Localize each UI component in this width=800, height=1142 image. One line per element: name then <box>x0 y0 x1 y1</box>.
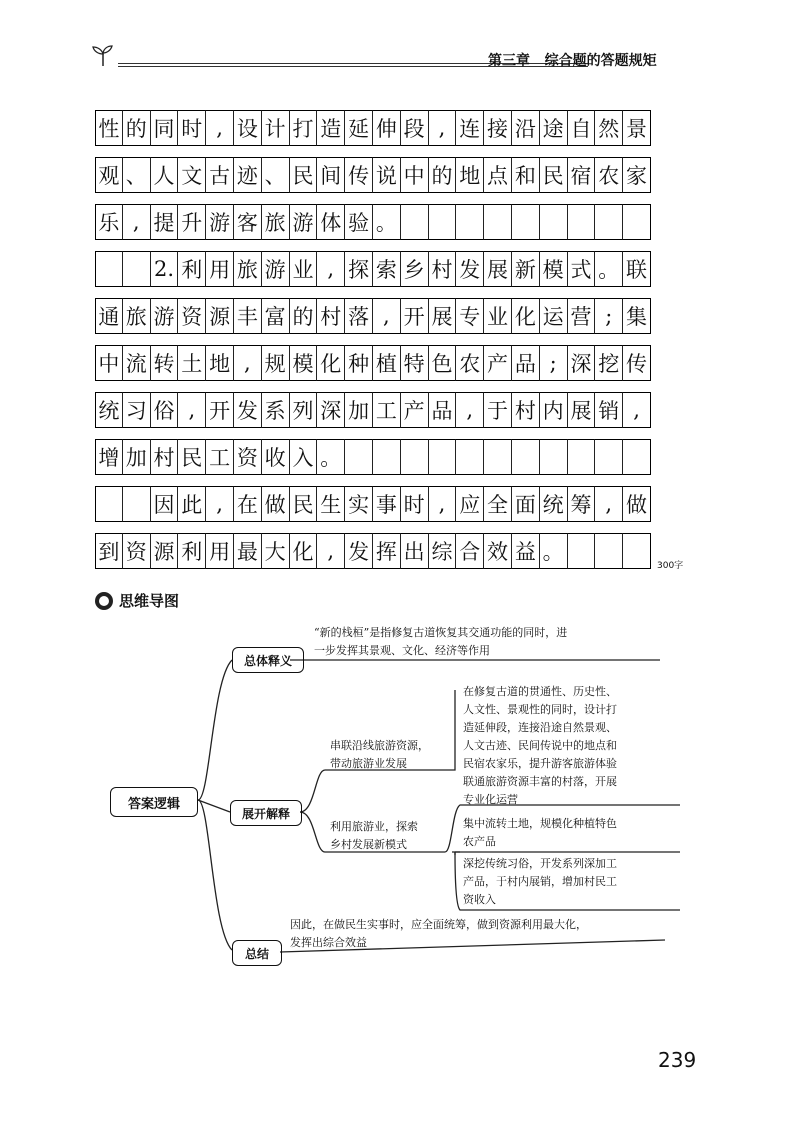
grid-cell: 用 <box>206 251 234 287</box>
grid-cell: 到 <box>95 533 123 569</box>
grid-cell: 自 <box>568 110 596 146</box>
grid-cell: 文 <box>178 157 206 193</box>
grid-cell: 展 <box>429 298 457 334</box>
grid-cell: , <box>206 110 234 146</box>
grid-cell: 品 <box>512 345 540 381</box>
grid-cell: 挥 <box>373 533 401 569</box>
grid-cell: 途 <box>540 110 568 146</box>
grid-cell: 应 <box>456 486 484 522</box>
grid-cell: 接 <box>484 110 512 146</box>
grid-cell: , <box>595 486 623 522</box>
grid-cell: 时 <box>401 486 429 522</box>
grid-cell: 性 <box>95 110 123 146</box>
grid-cell: 发 <box>345 533 373 569</box>
grid-cell: 旅 <box>123 298 151 334</box>
grid-cell: , <box>373 298 401 334</box>
grid-cell: 游 <box>151 298 179 334</box>
grid-cell: 统 <box>95 392 123 428</box>
grid-cell: 规 <box>262 345 290 381</box>
grid-cell: 丰 <box>234 298 262 334</box>
grid-cell: 然 <box>595 110 623 146</box>
grid-cell: 村 <box>317 298 345 334</box>
grid-cell: 。 <box>540 533 568 569</box>
grid-cell: 实 <box>345 486 373 522</box>
grid-cell: 面 <box>512 486 540 522</box>
grid-cell: 观 <box>95 157 123 193</box>
grid-cell: 段 <box>401 110 429 146</box>
grid-cell: 民 <box>540 157 568 193</box>
grid-cell: 展 <box>484 251 512 287</box>
grid-cell: 人 <box>151 157 179 193</box>
grid-cell: 游 <box>206 204 234 240</box>
grid-cell: 富 <box>262 298 290 334</box>
page-number: 239 <box>658 1048 697 1072</box>
grid-cell: 资 <box>178 298 206 334</box>
grid-cell: 延 <box>345 110 373 146</box>
grid-cell: 入 <box>290 439 318 475</box>
sub1-label: 串联沿线旅游资源， 带动旅游业发展 <box>330 739 429 770</box>
grid-cell: 最 <box>234 533 262 569</box>
grid-cell: , <box>317 533 345 569</box>
grid-cell: 生 <box>317 486 345 522</box>
grid-cell: , <box>623 392 651 428</box>
grid-cell: 的 <box>429 157 457 193</box>
grid-cell: 同 <box>151 110 179 146</box>
grid-cell: 发 <box>456 251 484 287</box>
grid-cell: 乐 <box>95 204 123 240</box>
grid-cell: 、 <box>262 157 290 193</box>
grid-cell: 旅 <box>234 251 262 287</box>
grid-cell: 农 <box>595 157 623 193</box>
grid-cell: 利 <box>178 533 206 569</box>
grid-cell: 地 <box>206 345 234 381</box>
grid-cell: 打 <box>290 110 318 146</box>
word-count: 300字 <box>657 561 684 571</box>
grid-cell: 传 <box>345 157 373 193</box>
grid-cell: 探 <box>345 251 373 287</box>
grid-cell: 体 <box>317 204 345 240</box>
grid-cell: 开 <box>401 298 429 334</box>
grid-cell: 提 <box>151 204 179 240</box>
grid-cell: 索 <box>373 251 401 287</box>
grid-cell: 植 <box>373 345 401 381</box>
grid-cell: 宿 <box>568 157 596 193</box>
grid-cell: 化 <box>317 345 345 381</box>
grid-cell: 落 <box>345 298 373 334</box>
grid-cell: 发 <box>234 392 262 428</box>
grid-cell: 源 <box>151 533 179 569</box>
grid-cell: 深 <box>317 392 345 428</box>
grid-cell: 全 <box>484 486 512 522</box>
grid-cell: 地 <box>456 157 484 193</box>
mindmap-title: 思维导图 <box>119 592 180 610</box>
grid-cell: 因 <box>151 486 179 522</box>
grid-cell: 中 <box>95 345 123 381</box>
sub2-item-b: 集中流转土地，规模化种植特色 农产品 <box>463 817 617 848</box>
grid-cell: 大 <box>262 533 290 569</box>
grid-cell: 农 <box>456 345 484 381</box>
grid-cell: 村 <box>151 439 179 475</box>
grid-cell: 销 <box>595 392 623 428</box>
grid-cell: 间 <box>317 157 345 193</box>
grid-cell: 式 <box>568 251 596 287</box>
grid-cell: , <box>178 392 206 428</box>
grid-cell: 计 <box>262 110 290 146</box>
grid-cell: 迹 <box>234 157 262 193</box>
grid-cell: 土 <box>178 345 206 381</box>
grid-cell: 、 <box>123 157 151 193</box>
sub2-label: 利用旅游业，探索 乡村发展新模式 <box>330 820 418 851</box>
grid-cell: 色 <box>429 345 457 381</box>
grid-cell: 说 <box>373 157 401 193</box>
grid-cell: 民 <box>178 439 206 475</box>
grid-cell: 系 <box>262 392 290 428</box>
grid-cell: 伸 <box>373 110 401 146</box>
grid-cell: , <box>206 486 234 522</box>
grid-cell: 出 <box>401 533 429 569</box>
grid-cell: 产 <box>484 345 512 381</box>
grid-cell: 此 <box>178 486 206 522</box>
grid-cell: 深 <box>568 345 596 381</box>
grid-cell: 时 <box>178 110 206 146</box>
grid-cell: , <box>429 110 457 146</box>
grid-cell: 验 <box>345 204 373 240</box>
grid-cell: 源 <box>206 298 234 334</box>
grid-cell: 民 <box>290 486 318 522</box>
grid-cell: 。 <box>595 251 623 287</box>
grid-cell: 挖 <box>595 345 623 381</box>
grid-cell: 游 <box>262 251 290 287</box>
grid-cell: 联 <box>623 251 651 287</box>
grid-cell: 流 <box>123 345 151 381</box>
grid-cell: 2. <box>151 251 179 287</box>
grid-cell: 习 <box>123 392 151 428</box>
grid-cell: 做 <box>262 486 290 522</box>
grid-cell: 利 <box>178 251 206 287</box>
branch-overall-meaning: 总体释义 <box>232 647 304 673</box>
grid-cell: 连 <box>456 110 484 146</box>
grid-cell: 家 <box>623 157 651 193</box>
grid-cell: , <box>429 486 457 522</box>
grid-cell: 营 <box>568 298 596 334</box>
sub2-item-c: 深挖传统习俗，开发系列深加工 产品，于村内展销，增加村民工 资收入 <box>463 857 617 906</box>
grid-cell: 转 <box>151 345 179 381</box>
grid-cell: 统 <box>540 486 568 522</box>
grid-cell: 展 <box>568 392 596 428</box>
grid-cell: 集 <box>623 298 651 334</box>
grid-cell: 事 <box>373 486 401 522</box>
grid-cell: 化 <box>290 533 318 569</box>
branch1-text: “新的栈桓”是指修复古道恢复其交通功能的同时，进 一步发挥其景观、文化、经济等作用 <box>314 626 568 657</box>
grid-cell: 中 <box>401 157 429 193</box>
grid-cell: 运 <box>540 298 568 334</box>
grid-cell: 工 <box>206 439 234 475</box>
grid-cell: 种 <box>345 345 373 381</box>
grid-cell: 资 <box>123 533 151 569</box>
grid-cell: , <box>317 251 345 287</box>
sub1-detail: 在修复古道的贯通性、历史性、 人文性、景观性的同时，设计打 造延伸段，连接沿途自然景观、 人文古迹、民间传说中的地点和 民宿农家乐，提升游客旅游体验 <box>463 685 617 770</box>
grid-cell: 的 <box>123 110 151 146</box>
branch3-text: 因此，在做民生实事时，应全面统筹，做到资源利用最大化， 发挥出综合效益 <box>290 918 587 949</box>
grid-cell: 内 <box>540 392 568 428</box>
grid-cell: 产 <box>401 392 429 428</box>
grid-cell: 客 <box>234 204 262 240</box>
grid-cell: 筹 <box>568 486 596 522</box>
grid-cell: 收 <box>262 439 290 475</box>
branch-expanded-explanation: 展开解释 <box>230 800 302 826</box>
grid-cell: 通 <box>95 298 123 334</box>
grid-cell: 列 <box>290 392 318 428</box>
grid-cell: 新 <box>512 251 540 287</box>
grid-cell: ; <box>540 345 568 381</box>
grid-cell: 合 <box>456 533 484 569</box>
grid-cell: , <box>123 204 151 240</box>
grid-cell: 的 <box>290 298 318 334</box>
grid-cell: 村 <box>512 392 540 428</box>
grid-cell: 加 <box>345 392 373 428</box>
grid-cell: 做 <box>623 486 651 522</box>
grid-cell: 升 <box>178 204 206 240</box>
grid-cell: 综 <box>429 533 457 569</box>
grid-cell: 沿 <box>512 110 540 146</box>
grid-cell: 景 <box>623 110 651 146</box>
grid-cell: 专 <box>456 298 484 334</box>
grid-cell: 用 <box>206 533 234 569</box>
grid-cell: 在 <box>234 486 262 522</box>
grid-cell: , <box>234 345 262 381</box>
chapter-title: 第三章 综合题的答题规矩 <box>488 53 657 69</box>
grid-cell: 模 <box>290 345 318 381</box>
grid-cell: 。 <box>373 204 401 240</box>
grid-cell: 游 <box>290 204 318 240</box>
grid-cell: , <box>456 392 484 428</box>
grid-cell: 效 <box>484 533 512 569</box>
grid-cell: 于 <box>484 392 512 428</box>
branch-summary: 总结 <box>232 940 282 966</box>
grid-cell: 设 <box>234 110 262 146</box>
grid-cell: 特 <box>401 345 429 381</box>
grid-cell: 模 <box>540 251 568 287</box>
grid-cell: 工 <box>373 392 401 428</box>
grid-cell: 旅 <box>262 204 290 240</box>
grid-cell: 品 <box>429 392 457 428</box>
grid-cell: 化 <box>512 298 540 334</box>
grid-cell: 益 <box>512 533 540 569</box>
grid-cell: 和 <box>512 157 540 193</box>
grid-cell: 乡 <box>401 251 429 287</box>
grid-cell: 加 <box>123 439 151 475</box>
grid-cell: ; <box>595 298 623 334</box>
grid-cell: 资 <box>234 439 262 475</box>
grid-cell: 业 <box>484 298 512 334</box>
grid-cell: 村 <box>429 251 457 287</box>
grid-cell: 点 <box>484 157 512 193</box>
grid-cell: 造 <box>317 110 345 146</box>
grid-cell: 业 <box>290 251 318 287</box>
root-node: 答案逻辑 <box>110 787 198 817</box>
grid-cell: 俗 <box>151 392 179 428</box>
sub2-item-a: 联通旅游资源丰富的村落，开展 专业化运营 <box>463 775 617 806</box>
grid-cell: 古 <box>206 157 234 193</box>
grid-cell: 民 <box>290 157 318 193</box>
grid-cell: 增 <box>95 439 123 475</box>
grid-cell: 。 <box>317 439 345 475</box>
grid-cell: 传 <box>623 345 651 381</box>
grid-cell: 开 <box>206 392 234 428</box>
